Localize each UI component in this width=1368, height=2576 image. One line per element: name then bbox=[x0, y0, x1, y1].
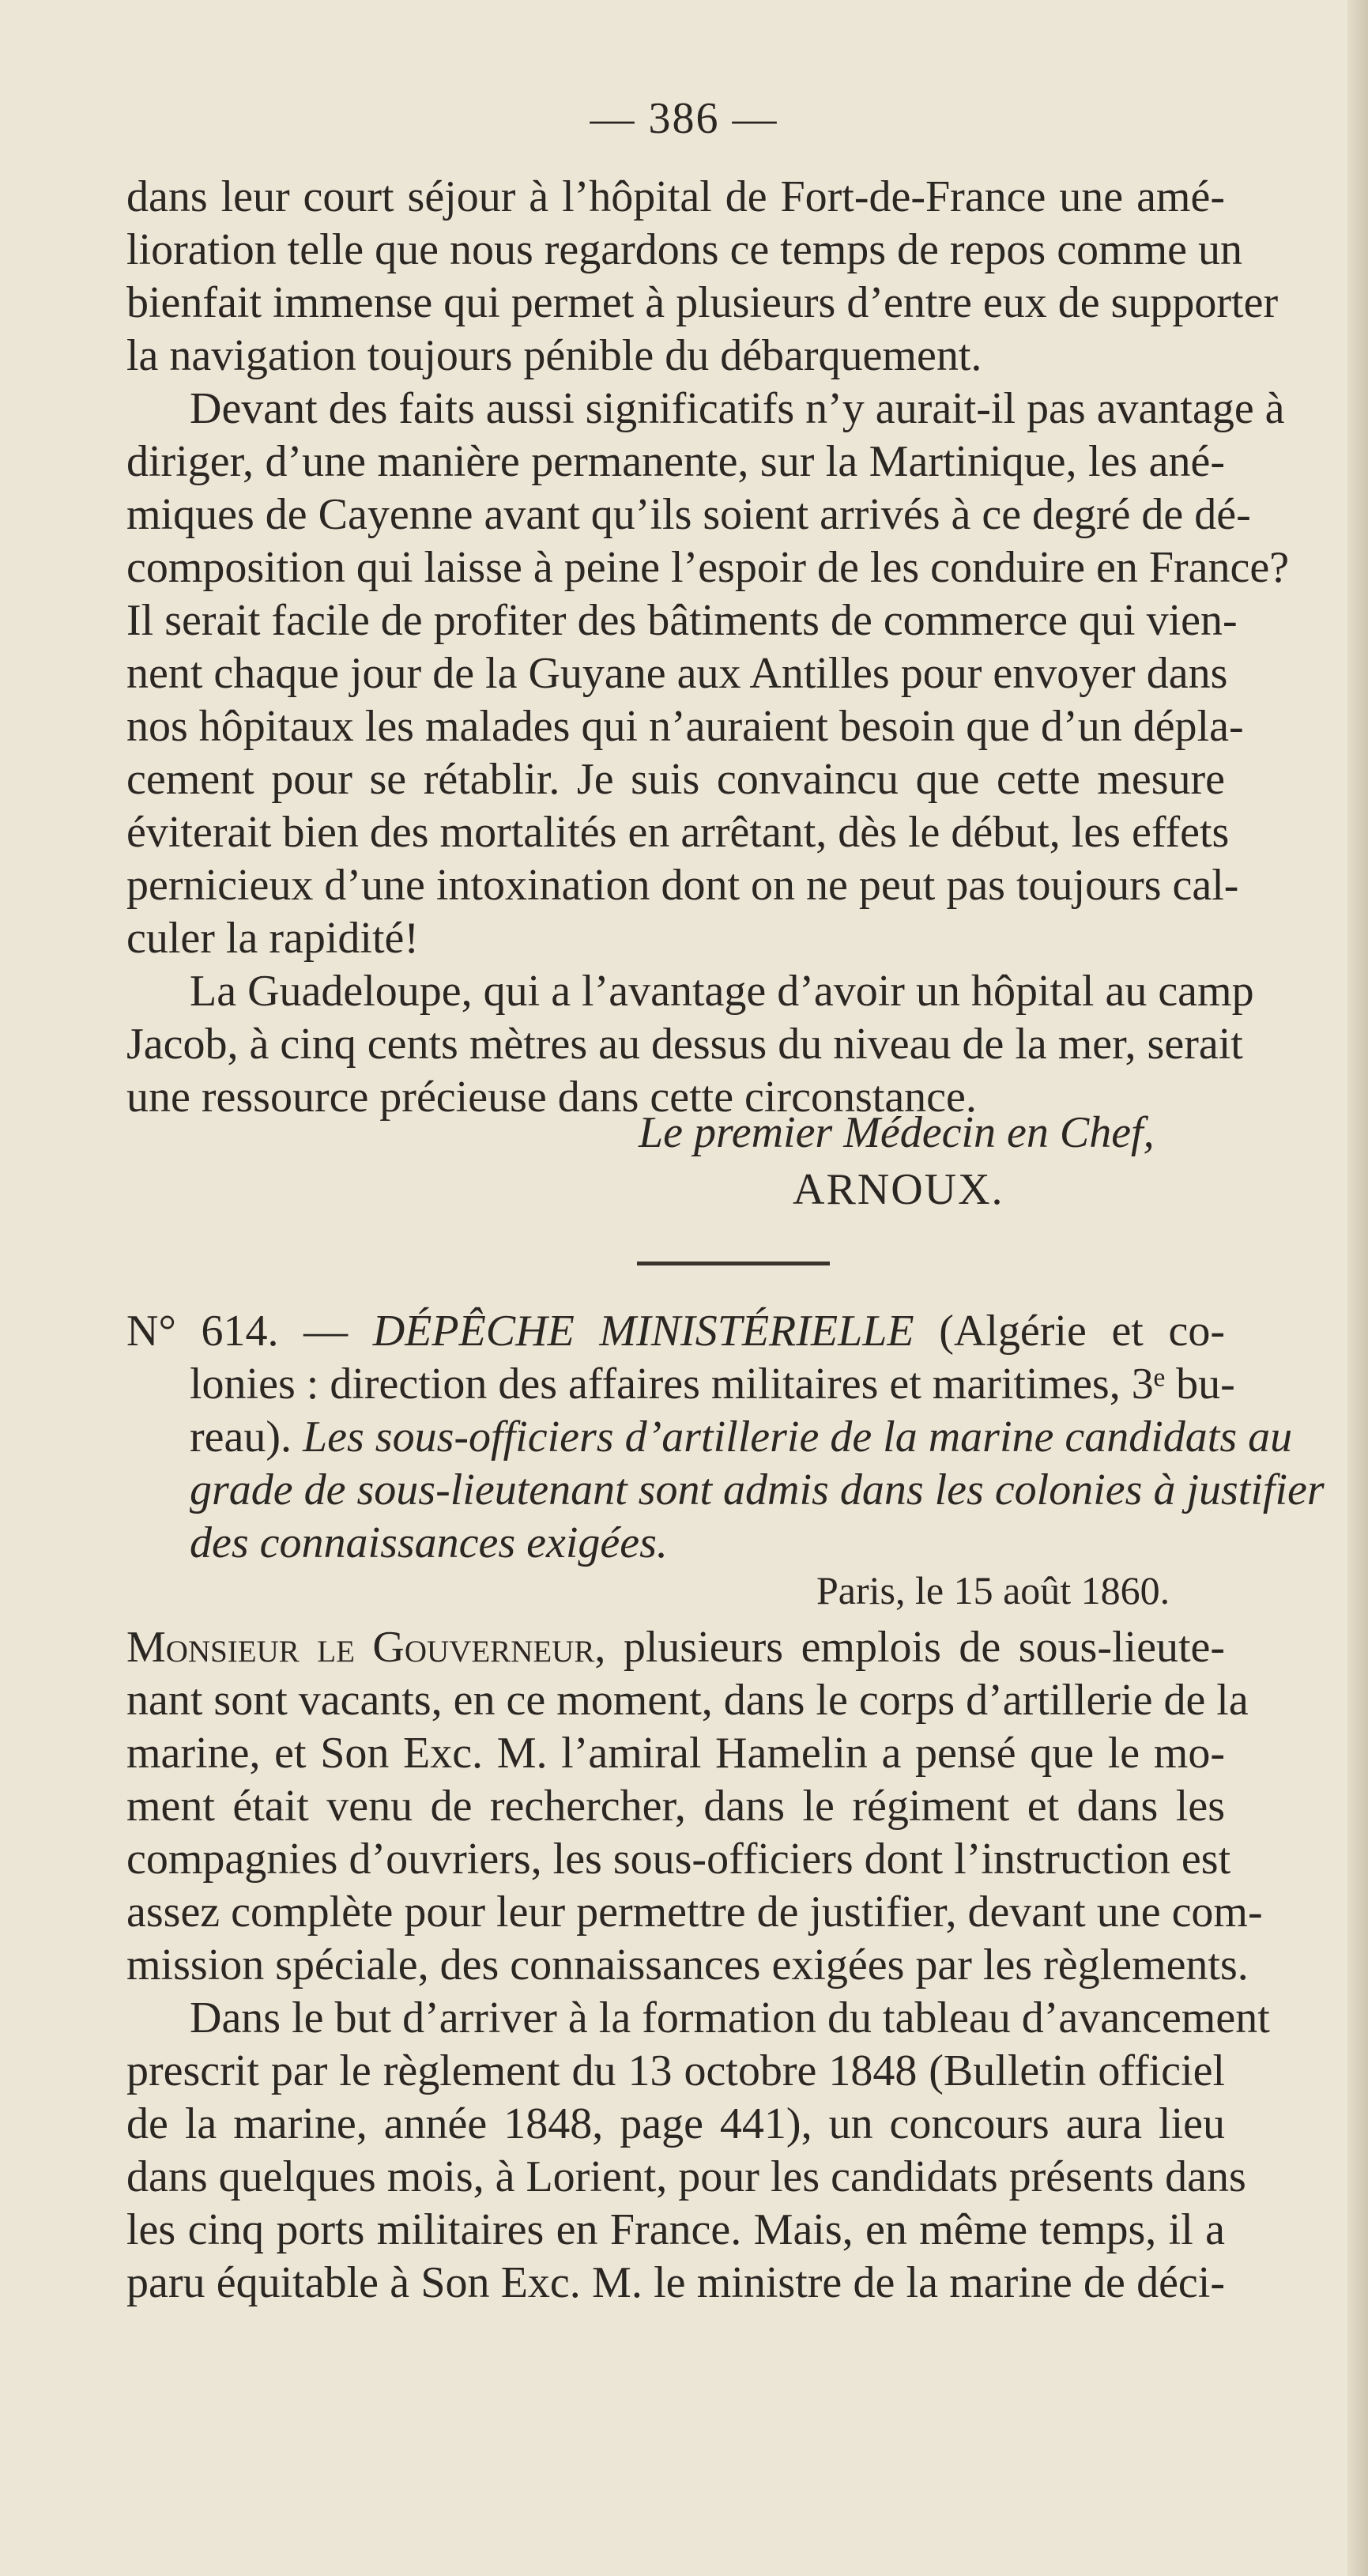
text-line: dans leur court séjour à l’hôpital de Fort-de-France une amé- bbox=[126, 172, 1225, 221]
text-line bbox=[126, 1411, 1293, 1464]
text-line: miques de Cayenne avant qu’ils soient arrivés à ce degré de dé- bbox=[126, 490, 1251, 539]
text-line: grade de sous-lieutenant sont admis dans les colonies à justifier bbox=[190, 1465, 1325, 1514]
text-line: une ressource précieuse dans cette circonstance. bbox=[126, 1073, 977, 1122]
signature-name: ARNOUX. bbox=[793, 1165, 1004, 1214]
dispatch-header-plain: reau). bbox=[190, 1412, 303, 1461]
text-line: dans quelques mois, à Lorient, pour les candidats présents dans bbox=[126, 2152, 1246, 2201]
text-line: éviterait bien des mortalités en arrêtant, dès le début, les effets bbox=[126, 808, 1230, 857]
dispatch-number: N° 614. — bbox=[126, 1307, 373, 1356]
text-line: nent chaque jour de la Guyane aux Antilles pour envoyer dans bbox=[126, 649, 1228, 698]
text-line: assez complète pour leur permettre de justifier, devant une com- bbox=[126, 1888, 1263, 1937]
text-line: pernicieux d’une intoxination dont on ne peut pas toujours cal- bbox=[126, 861, 1239, 910]
text-line bbox=[126, 1621, 1225, 1674]
text-line: ment était venu de rechercher, dans le régiment et dans les bbox=[126, 1782, 1225, 1831]
salutation: Monsieur le Gouverneur, bbox=[126, 1623, 606, 1672]
dispatch-header bbox=[126, 1305, 1325, 1570]
text-line: nant sont vacants, en ce moment, dans le corps d’artillerie de la bbox=[126, 1676, 1249, 1725]
continuation-text bbox=[126, 171, 1290, 1124]
text-line: composition qui laisse à peine l’espoir de les conduire en France? bbox=[126, 543, 1290, 592]
text-line: mission spéciale, des connaissances exigées par les règlements. bbox=[126, 1940, 1249, 1990]
text-line: diriger, d’une manière permanente, sur la Martinique, les ané- bbox=[126, 437, 1225, 486]
page-number: — 386 — bbox=[590, 94, 778, 143]
text-line: La Guadeloupe, qui a l’avantage d’avoir un hôpital au camp bbox=[190, 967, 1254, 1016]
text-line: Dans le but d’arriver à la formation du tableau d’avancement bbox=[190, 1993, 1270, 2042]
text-line: la navigation toujours pénible du débarquement. bbox=[126, 331, 982, 380]
text-line: compagnies d’ouvriers, les sous-officiers dont l’instruction est bbox=[126, 1835, 1231, 1884]
dispatch-title-line bbox=[126, 1305, 1225, 1358]
text-line: culer la rapidité! bbox=[126, 914, 420, 963]
text-line: prescrit par le règlement du 13 octobre 1848 (Bulletin officiel bbox=[126, 2046, 1225, 2095]
text-line: cement pour se rétablir. Je suis convaincu que cette mesure bbox=[126, 755, 1225, 804]
signature-title: Le premier Médecin en Chef, bbox=[639, 1108, 1155, 1157]
dateline: Paris, le 15 août 1860. bbox=[816, 1568, 1170, 1612]
text-line: lioration telle que nous regardons ce temps de repos comme un bbox=[126, 225, 1243, 274]
dispatch-body bbox=[126, 1621, 1270, 2310]
text-line: Devant des faits aussi significatifs n’y aurait-il pas avantage à bbox=[190, 384, 1285, 433]
section-divider bbox=[637, 1262, 830, 1265]
text-line: lonies : direction des affaires militaires et maritimes, 3ᵉ bu- bbox=[190, 1360, 1235, 1409]
salutation-rest: plusieurs emplois de sous-lieute- bbox=[605, 1623, 1225, 1672]
text-line: Jacob, à cinq cents mètres au dessus du niveau de la mer, serait bbox=[126, 1020, 1243, 1069]
text-line: Il serait facile de profiter des bâtiments de commerce qui vien- bbox=[126, 596, 1238, 645]
text-line: paru équitable à Son Exc. M. le ministre de la marine de déci- bbox=[126, 2258, 1225, 2307]
text-line: nos hôpitaux les malades qui n’auraient besoin que d’un dépla- bbox=[126, 702, 1244, 751]
text-line: marine, et Son Exc. M. l’amiral Hamelin a pensé que le mo- bbox=[126, 1729, 1225, 1778]
dispatch-heading-rest: (Algérie et co- bbox=[914, 1307, 1225, 1356]
text-line: des connaissances exigées. bbox=[190, 1518, 668, 1567]
page-edge-shadow bbox=[1347, 0, 1368, 2576]
dispatch-heading: DÉPÊCHE MINISTÉRIELLE bbox=[372, 1307, 914, 1356]
dispatch-summary: Les sous-officiers d’artillerie de la marine candidats au bbox=[303, 1412, 1293, 1461]
text-line: bienfait immense qui permet à plusieurs d’entre eux de supporter bbox=[126, 278, 1279, 327]
text-line: les cinq ports militaires en France. Mais, en même temps, il a bbox=[126, 2205, 1225, 2254]
text-line: de la marine, année 1848, page 441), un concours aura lieu bbox=[126, 2099, 1225, 2148]
